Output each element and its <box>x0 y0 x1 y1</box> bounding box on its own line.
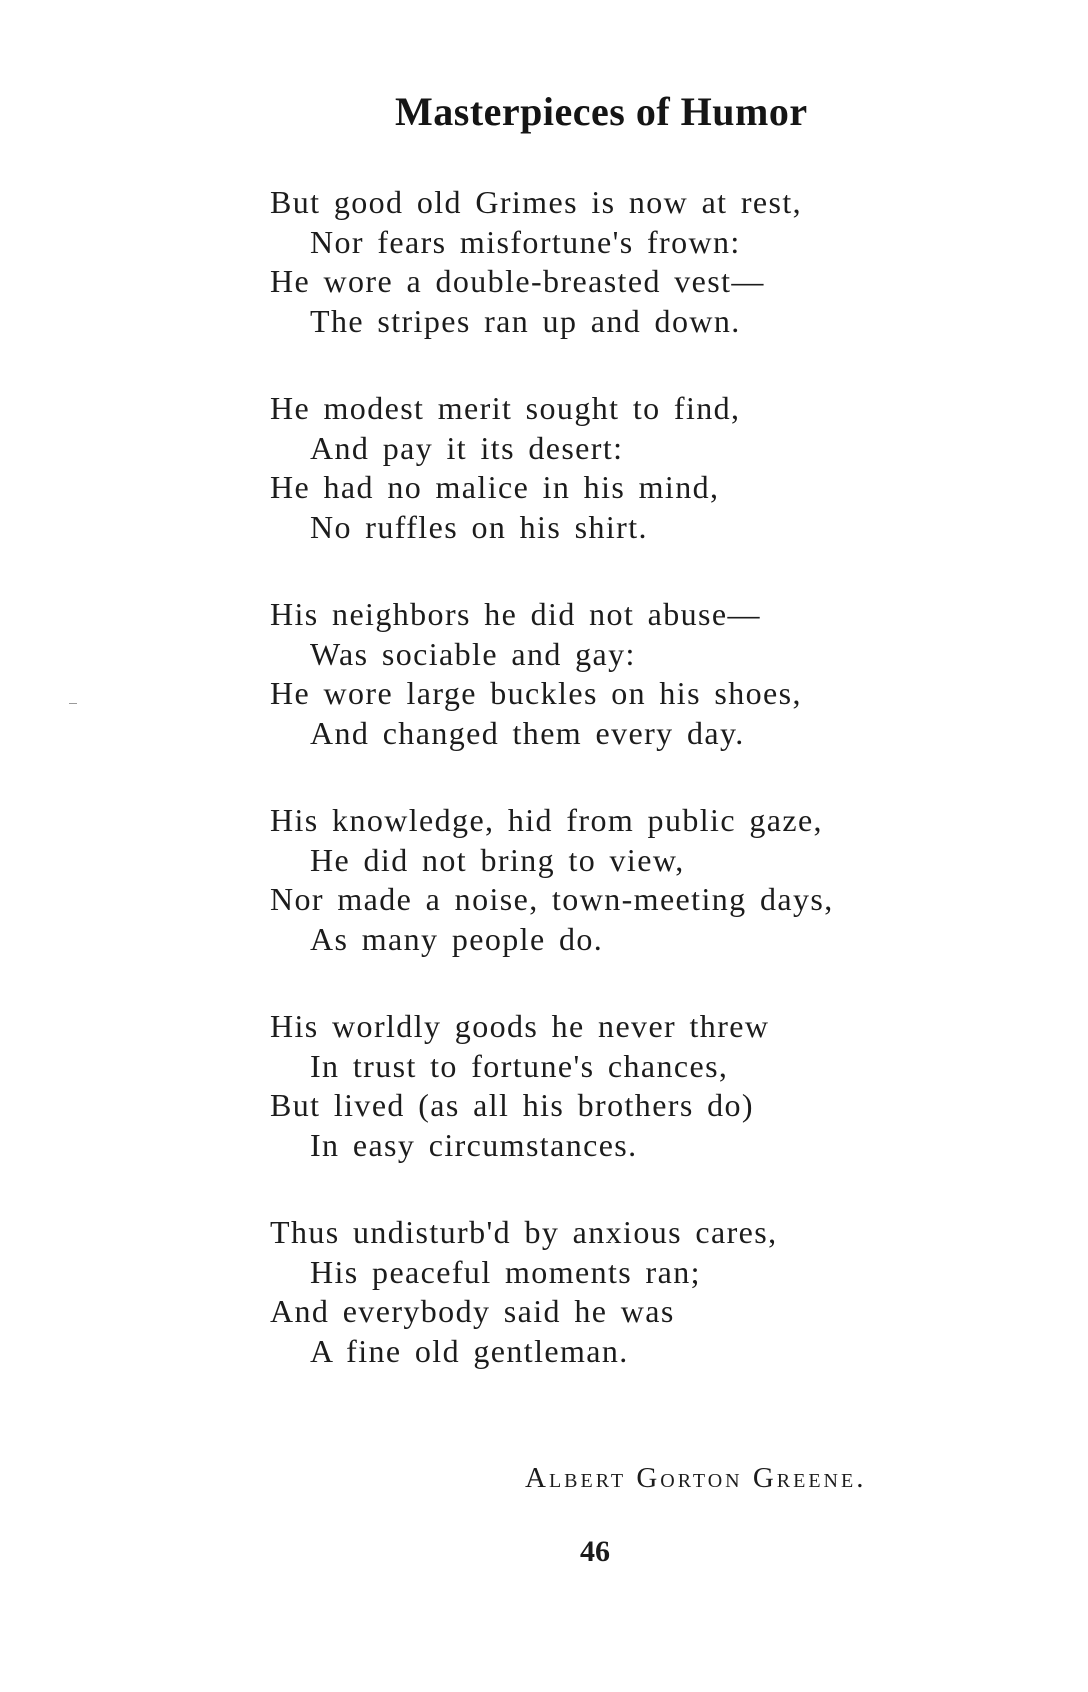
poem-line: Nor made a noise, town-meeting days, <box>270 881 834 917</box>
poem-line: He did not bring to view, <box>310 841 685 878</box>
page-number: 46 <box>580 1535 610 1568</box>
poem-line: As many people do. <box>310 920 604 957</box>
stanza <box>270 595 990 753</box>
poem-line: He modest merit sought to find, <box>270 390 741 426</box>
poem-line: And changed them every day. <box>310 714 745 751</box>
poem-line: No ruffles on his shirt. <box>310 508 648 545</box>
stanza <box>270 183 990 341</box>
poem-line: Was sociable and gay: <box>310 635 636 672</box>
poem-line: The stripes ran up and down. <box>310 302 741 339</box>
poem-line: And everybody said he was <box>270 1293 675 1329</box>
poem-line: His worldly goods he never threw <box>270 1008 770 1044</box>
poem-line: His neighbors he did not abuse— <box>270 596 761 632</box>
author-attribution: Albert Gorton Greene. <box>525 1462 867 1494</box>
poem-line: He had no malice in his mind, <box>270 469 720 505</box>
poem-line: In trust to fortune's chances, <box>310 1047 729 1084</box>
poem-line: His knowledge, hid from public gaze, <box>270 802 823 838</box>
stanza <box>270 1213 990 1371</box>
stanza <box>270 1007 990 1165</box>
poem-line: Thus undisturb'd by anxious cares, <box>270 1214 778 1250</box>
stanza <box>270 389 990 547</box>
scan-speck <box>69 703 77 704</box>
poem <box>270 183 990 1419</box>
running-head: Masterpieces of Humor <box>395 89 808 134</box>
poem-line: But good old Grimes is now at rest, <box>270 184 803 220</box>
poem-line: His peaceful moments ran; <box>310 1253 701 1290</box>
poem-line: But lived (as all his brothers do) <box>270 1087 754 1123</box>
poem-line: Nor fears misfortune's frown: <box>310 223 741 260</box>
poem-line: He wore a double-breasted vest— <box>270 263 765 299</box>
poem-line: A fine old gentleman. <box>310 1332 629 1369</box>
poem-line: He wore large buckles on his shoes, <box>270 675 802 711</box>
stanza <box>270 801 990 959</box>
poem-line: In easy circumstances. <box>310 1126 638 1163</box>
poem-line: And pay it its desert: <box>310 429 624 466</box>
